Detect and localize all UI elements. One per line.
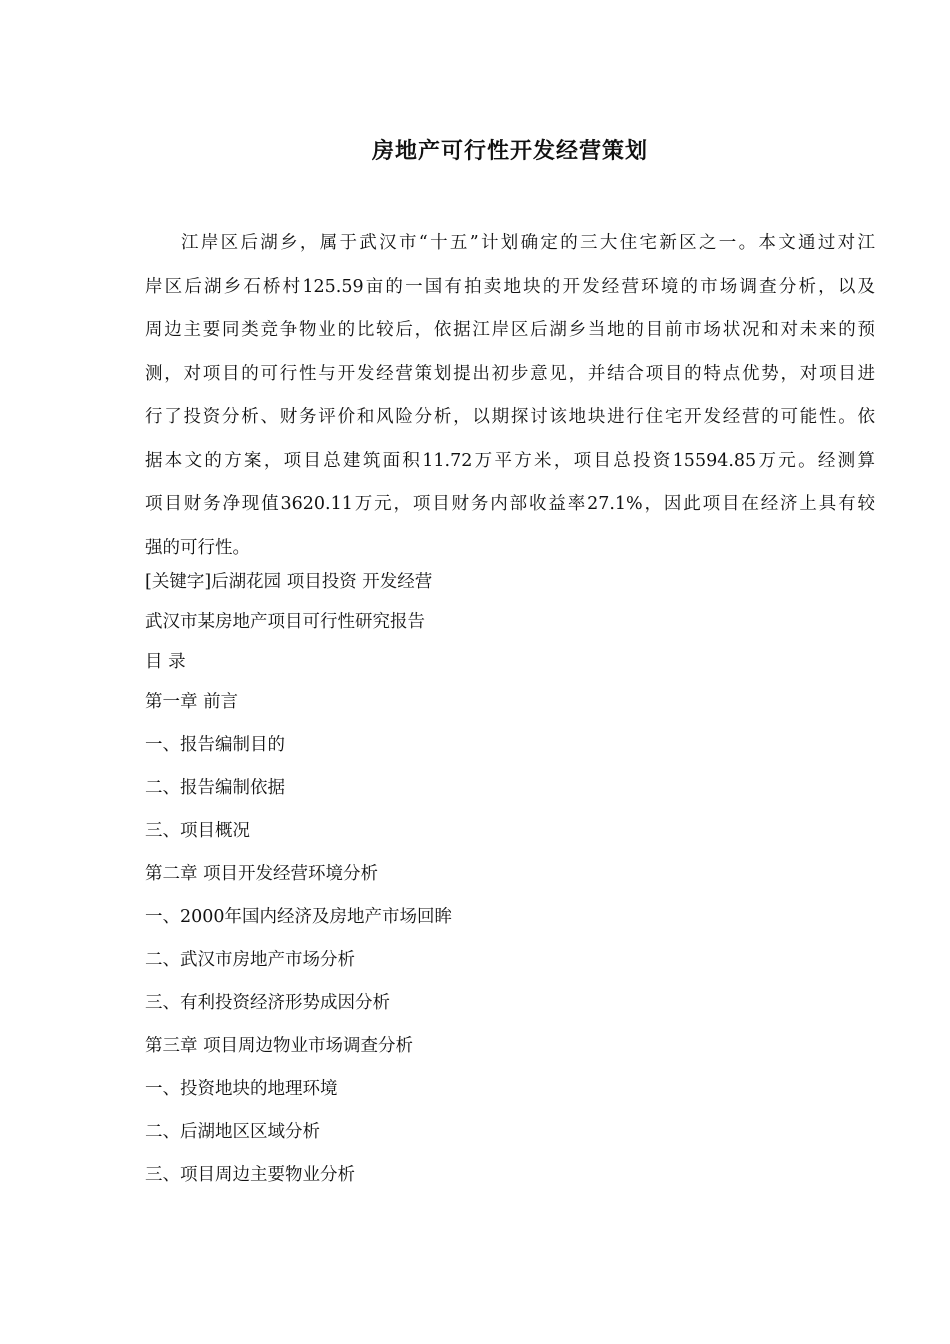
toc-section: 二、武汉市房地产市场分析 xyxy=(145,950,355,970)
abstract-line: 行了投资分析、财务评价和风险分析，以期探讨该地块进行住宅开发经营的可能性。依 xyxy=(145,407,875,427)
toc-section: 一、报告编制目的 xyxy=(145,735,285,755)
toc-section: 三、有利投资经济形势成因分析 xyxy=(145,993,390,1013)
toc-section: 一、2000年国内经济及房地产市场回眸 xyxy=(145,907,453,927)
abstract-line: 测，对项目的可行性与开发经营策划提出初步意见，并结合项目的特点优势，对项目进 xyxy=(145,363,875,384)
toc-section: 一、投资地块的地理环境 xyxy=(145,1079,338,1099)
document-title: 房地产可行性开发经营策划 xyxy=(371,138,648,164)
abstract-paragraph xyxy=(145,222,875,570)
toc-chapter: 第一章 前言 xyxy=(145,692,239,712)
toc-chapter: 第二章 项目开发经营环境分析 xyxy=(145,864,379,884)
abstract-line: 江岸区后湖乡，属于武汉市“十五”计划确定的三大住宅新区之一。本文通过对江 xyxy=(181,233,875,253)
toc-heading: 目 录 xyxy=(145,652,186,672)
abstract-line: 岸区后湖乡石桥村125.59亩的一国有拍卖地块的开发经营环境的市场调查分析，以及 xyxy=(145,276,875,297)
abstract-line: 项目财务净现值3620.11万元，项目财务内部收益率27.1%，因此项目在经济上具有较 xyxy=(145,494,875,514)
abstract-line: 据本文的方案，项目总建筑面积11.72万平方米，项目总投资15594.85万元。经测算 xyxy=(145,450,875,471)
toc-section: 三、项目概况 xyxy=(145,821,250,841)
toc-section: 三、项目周边主要物业分析 xyxy=(145,1165,355,1185)
abstract-line: 周边主要同类竞争物业的比较后，依据江岸区后湖乡当地的目前市场状况和对未来的预 xyxy=(145,320,875,340)
toc-section: 二、后湖地区区域分析 xyxy=(145,1122,320,1142)
abstract-line: 强的可行性。 xyxy=(145,537,250,558)
report-title: 武汉市某房地产项目可行性研究报告 xyxy=(145,612,425,632)
toc-chapter: 第三章 项目周边物业市场调查分析 xyxy=(145,1036,414,1056)
toc-section: 二、报告编制依据 xyxy=(145,778,285,798)
keywords-line: [关键字]后湖花园 项目投资 开发经营 xyxy=(145,572,433,592)
